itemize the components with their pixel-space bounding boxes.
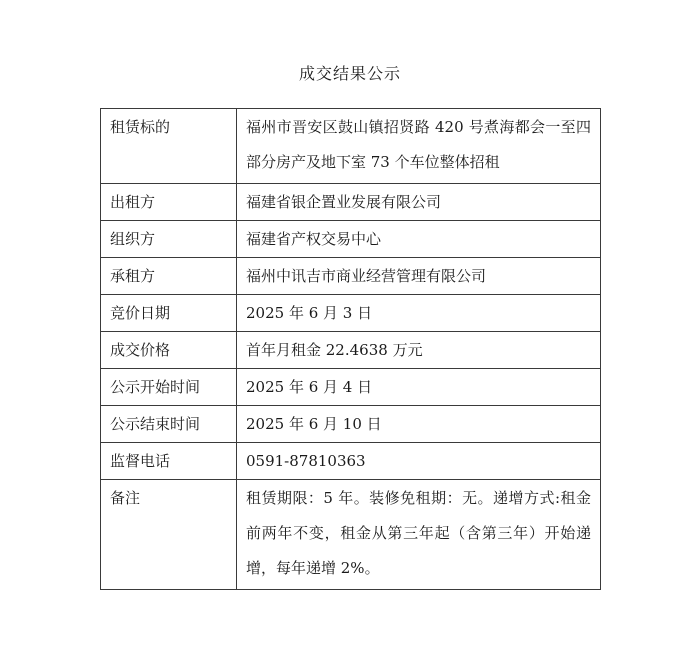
table-row bbox=[101, 369, 601, 406]
row-value-lessor: 福建省银企置业发展有限公司 bbox=[237, 184, 601, 221]
table-row bbox=[101, 184, 601, 221]
page-title: 成交结果公示 bbox=[298, 64, 401, 83]
row-label-bid-date: 竞价日期 bbox=[101, 295, 237, 332]
row-value-publicity-start: 2025 年 6 月 4 日 bbox=[237, 369, 601, 406]
row-label-organizer: 组织方 bbox=[101, 221, 237, 258]
row-value-publicity-end: 2025 年 6 月 10 日 bbox=[237, 406, 601, 443]
table-row bbox=[101, 480, 601, 590]
table-row bbox=[101, 332, 601, 369]
table-row bbox=[101, 443, 601, 480]
row-label-lessee: 承租方 bbox=[101, 258, 237, 295]
table-row bbox=[101, 295, 601, 332]
row-value-bid-date: 2025 年 6 月 3 日 bbox=[237, 295, 601, 332]
row-label-lease-subject: 租赁标的 bbox=[101, 109, 237, 184]
table-row bbox=[101, 406, 601, 443]
row-value-hotline: 0591-87810363 bbox=[237, 443, 601, 480]
table-row bbox=[101, 221, 601, 258]
row-label-remarks: 备注 bbox=[101, 480, 237, 590]
row-value-deal-price: 首年月租金 22.4638 万元 bbox=[237, 332, 601, 369]
table-row bbox=[101, 258, 601, 295]
row-value-lessee: 福州中讯吉市商业经营管理有限公司 bbox=[237, 258, 601, 295]
row-label-hotline: 监督电话 bbox=[101, 443, 237, 480]
row-value-lease-subject: 福州市晋安区鼓山镇招贤路 420 号煮海都会一至四部分房产及地下室 73 个车位整体招租 bbox=[237, 109, 601, 184]
row-label-publicity-start: 公示开始时间 bbox=[101, 369, 237, 406]
row-label-publicity-end: 公示结束时间 bbox=[101, 406, 237, 443]
row-value-organizer: 福建省产权交易中心 bbox=[237, 221, 601, 258]
row-label-deal-price: 成交价格 bbox=[101, 332, 237, 369]
row-label-lessor: 出租方 bbox=[101, 184, 237, 221]
row-value-remarks: 租赁期限：5 年。装修免租期：无。递增方式:租金前两年不变，租金从第三年起（含第三年）开始递增，每年递增 2%。 bbox=[237, 480, 601, 590]
table-row bbox=[101, 109, 601, 184]
result-table bbox=[100, 108, 601, 590]
